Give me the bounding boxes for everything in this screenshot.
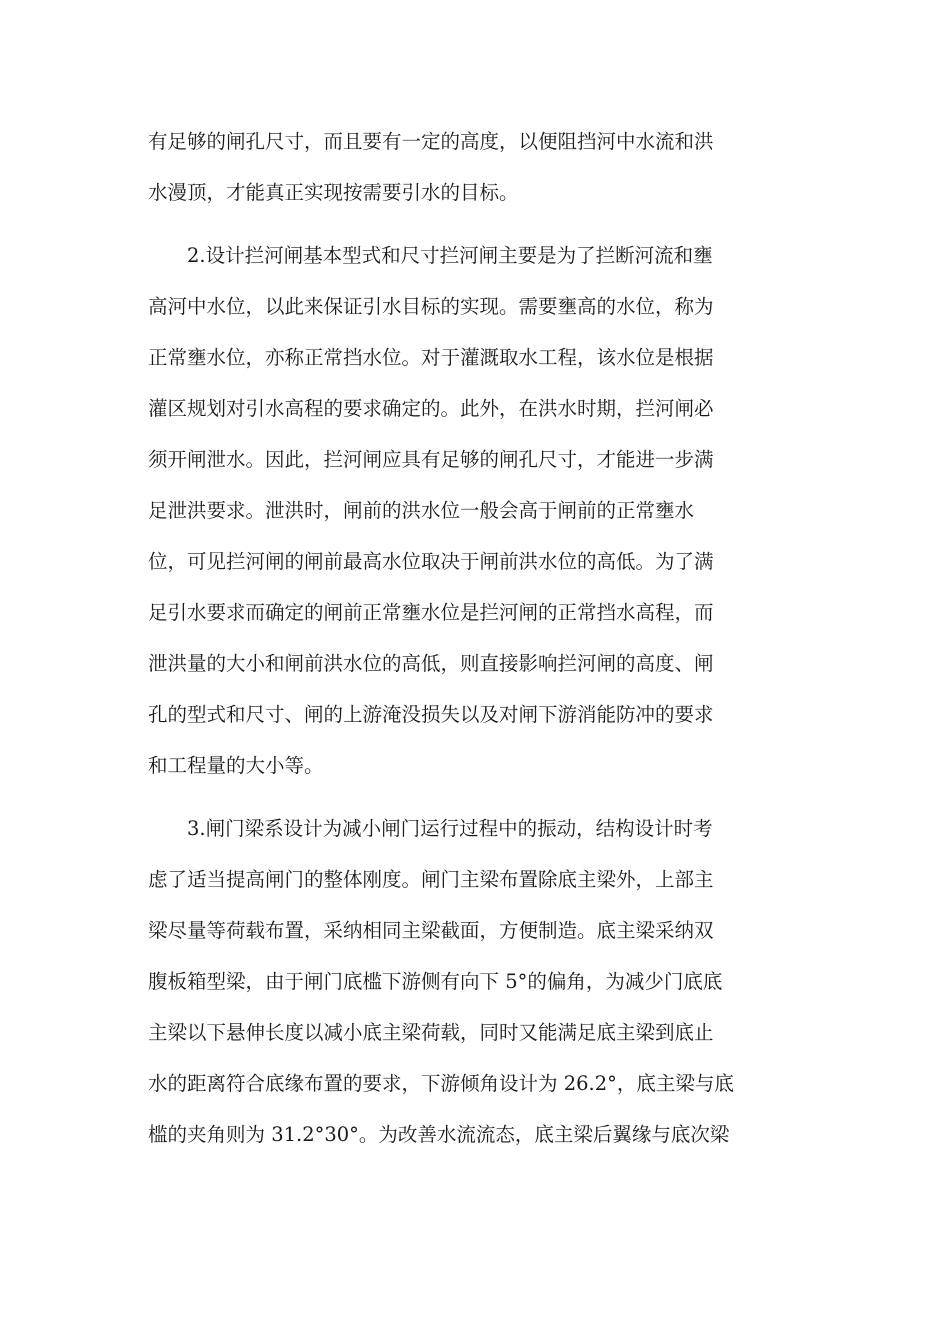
text-line: 3.闸门梁系设计为减小闸门运行过程中的振动，结构设计时考 xyxy=(148,817,713,840)
document-body xyxy=(148,116,808,1160)
text-line: 水漫顶，才能真正实现按需要引水的目标。 xyxy=(148,181,519,204)
text-line: 足引水要求而确定的闸前正常壅水位是拦河闸的正常挡水高程，而 xyxy=(148,601,714,624)
paragraph-1 xyxy=(148,116,808,218)
text-line: 主梁以下悬伸长度以减小底主梁荷载，同时又能满足底主梁到底止 xyxy=(148,1021,714,1044)
text-line: 泄洪量的大小和闸前洪水位的高低，则直接影响拦河闸的高度、闸 xyxy=(148,652,714,675)
text-line: 虑了适当提高闸门的整体刚度。闸门主梁布置除底主梁外，上部主 xyxy=(148,868,714,891)
text-line: 梁尽量等荷载布置，采纳相同主梁截面，方便制造。底主梁采纳双 xyxy=(148,919,714,942)
text-line: 位，可见拦河闸的闸前最高水位取决于闸前洪水位的高低。为了满 xyxy=(148,550,714,573)
text-line: 有足够的闸孔尺寸，而且要有一定的高度，以便阻挡河中水流和洪 xyxy=(148,130,714,153)
text-line: 2.设计拦河闸基本型式和尺寸拦河闸主要是为了拦断河流和壅 xyxy=(148,244,713,267)
text-line: 水的距离符合底缘布置的要求，下游倾角设计为 26.2°，底主梁与底 xyxy=(148,1072,734,1095)
text-line: 高河中水位，以此来保证引水目标的实现。需要壅高的水位，称为 xyxy=(148,295,714,318)
text-line: 正常壅水位，亦称正常挡水位。对于灌溉取水工程，该水位是根据 xyxy=(148,346,714,369)
text-line: 须开闸泄水。因此，拦河闸应具有足够的闸孔尺寸，才能进一步满 xyxy=(148,448,714,471)
text-line: 腹板箱型梁，由于闸门底槛下游侧有向下 5°的偏角，为减少门底底 xyxy=(148,970,723,993)
text-line: 槛的夹角则为 31.2°30°。为改善水流流态，底主梁后翼缘与底次梁 xyxy=(148,1123,730,1146)
text-line: 足泄洪要求。泄洪时，闸前的洪水位一般会高于闸前的正常壅水 xyxy=(148,499,695,522)
text-line: 灌区规划对引水高程的要求确定的。此外，在洪水时期，拦河闸必 xyxy=(148,397,714,420)
text-line: 孔的型式和尺寸、闸的上游淹没损失以及对闸下游消能防冲的要求 xyxy=(148,703,714,726)
paragraph-3 xyxy=(148,803,808,1160)
text-line: 和工程量的大小等。 xyxy=(148,754,324,777)
paragraph-2 xyxy=(148,230,808,791)
